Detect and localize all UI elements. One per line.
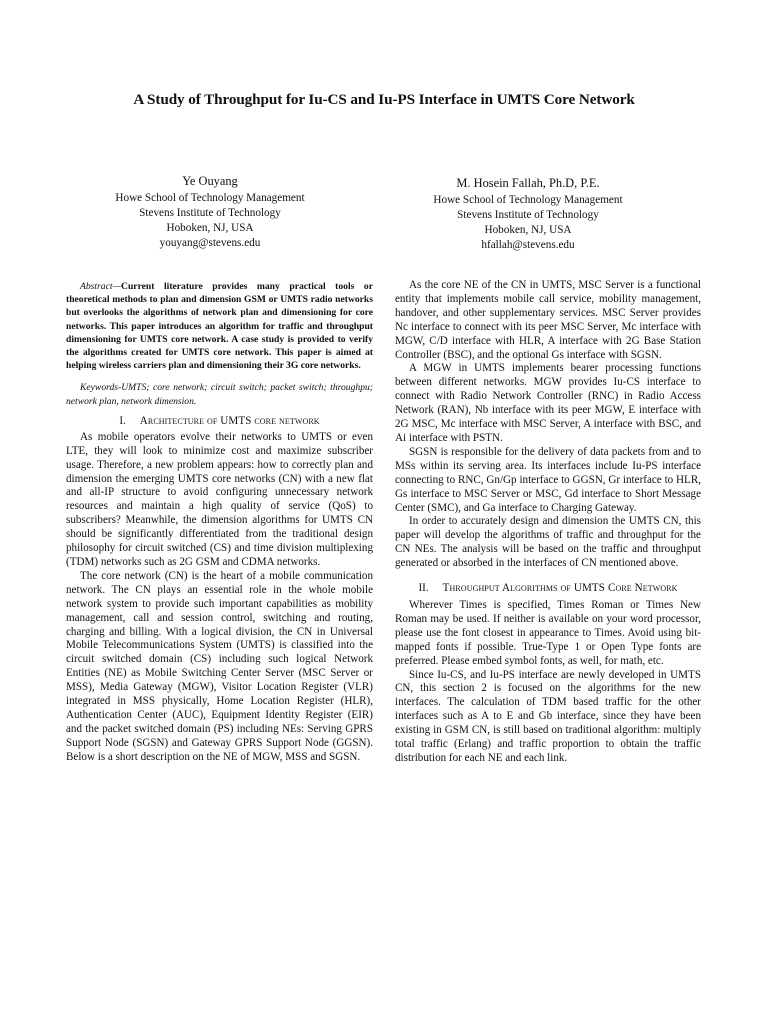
left-column xyxy=(66,280,373,765)
section-heading-2 xyxy=(395,581,701,595)
abstract-lead: Abstract— xyxy=(80,281,122,292)
author-name: M. Hosein Fallah, Ph.D, P.E. xyxy=(456,176,600,190)
author-affiliation: Howe School of Technology Management xyxy=(433,194,623,206)
paragraph: SGSN is responsible for the delivery of data packets from and to MSs within its serving area. Its interfaces include Iu-PS interface connecting to RNC, Gn/Gp interface to GGSN, Gr interface to HLR, Gs interface to MSC Server or MSC, Gd interface to Short Message Center (SMC), and Ga interface to Charging Gateway. xyxy=(395,445,701,514)
abstract-text: Current literature provides many practical tools or theoretical methods to plan and dimension GSM or UMTS radio networks but overlooks the algorithms of network plan and dimensioning for core networks. This paper introduces an algorithm for traffic and throughput dimensioning for UMTS core network. A case study is provided to verify the algorithms created for UMTS core network. This paper is aimed at helping wireless carriers plan and dimensioning their 3G core networks. xyxy=(66,281,373,372)
author-affiliation: Howe School of Technology Management xyxy=(115,192,305,204)
paragraph: A MGW in UMTS implements bearer processing functions between different networks. MGW provides Iu-CS interface to connect with Radio Network Controller (RNC) in Radio Access Network (RAN), Nb interface with its peer MGW, E interface with 2G MSC, Mc interface with MSC Server, A interface with BSC, and Ai interface with PSTN. xyxy=(395,362,701,444)
section-number: II. xyxy=(418,582,429,595)
author-institute: Stevens Institute of Technology xyxy=(139,207,281,219)
paragraph: As the core NE of the CN in UMTS, MSC Server is a functional entity that implements mobile call service, mobility management, handover, and other supplementary services. MSC Server provides Nc interface to connect with its peer MSC Server, Mc interface with MGW, C/D interface with HLR, A interface with 2G Base Station Controller (BSC), and the optional Gs interface with SGSN. xyxy=(395,279,701,361)
paragraph: Wherever Times is specified, Times Roman or Times New Roman may be used. If neither is available on your word processor, please use the font closest in appearance to Times. Avoid using bit-mapped fonts if possible. True-Type 1 or Open Type fonts are preferred. Please embed symbol fonts, as well, for math, etc. xyxy=(395,599,701,667)
right-column xyxy=(395,279,701,766)
section-title: Architecture of UMTS core network xyxy=(139,414,320,427)
section-title: Throughput Algorithms of UMTS Core Network xyxy=(442,582,678,595)
author-location: Hoboken, NJ, USA xyxy=(484,224,572,236)
author-block-1 xyxy=(60,174,360,251)
section-number: I. xyxy=(119,414,126,427)
section-heading-1 xyxy=(66,414,373,428)
author-email: hfallah@stevens.edu xyxy=(481,239,575,251)
abstract xyxy=(66,280,373,372)
author-name: Ye Ouyang xyxy=(182,174,238,188)
author-institute: Stevens Institute of Technology xyxy=(457,209,599,221)
paragraph: As mobile operators evolve their networks to UMTS or even LTE, they will look to minimize cost and maximize subscriber usage. Therefore, a new problem appears: how to correctly plan and dimension the emerging UMTS core networks (CN) with a new flat and all-IP structure to avoid configuring unnecessary network resources and maintain a high quality of service (QoS) to subscribers? Meanwhile, the dimension algorithms for UMTS CN should be significantly differentiated from the traditional design philosophy for circuit switched (CS) and time division multiplexing (TDM) networks such as 2G GSM and CDMA networks. xyxy=(66,430,373,568)
keywords: Keywords-UMTS; core network; circuit switch; packet switch; throughpu; network plan, network dimension. xyxy=(66,382,373,407)
author-email: youyang@stevens.edu xyxy=(159,237,261,249)
paragraph: In order to accurately design and dimension the UMTS CN, this paper will develop the algorithms of traffic and throughput for the CN NEs. The analysis will be based on the traffic and throughput generated or absorbed in the interfaces of CN mentioned above. xyxy=(395,515,701,570)
paper-title: A Study of Throughput for Iu-CS and Iu-PS Interface in UMTS Core Network xyxy=(133,91,635,108)
author-location: Hoboken, NJ, USA xyxy=(166,222,254,234)
paragraph: The core network (CN) is the heart of a mobile communication network. The CN plays an essential role in the whole mobile network system to provide such important capabilities as mobility management, call and session control, switching and routing, charging and billing. With a logical division, the CN in Universal Mobile Telecommunications System (UMTS) is classified into the circuit switched domain (CS) including such logical Network Entities (NE) as Mobile Switching Center Server (MSC Server or MSS), Media Gateway (MGW), Visitor Location Register (VLR) integrated in MSS physically, Home Location Register (HLR), Authentication Center (AUC), Equipment Identity Register (EIR) and the packet switched domain (PS) including NEs: Serving GPRS Support Node (SGSN) and Gateway GPRS Support Node (GGSN). Below is a short description on the NE of MGW, MSS and SGSN. xyxy=(66,569,373,763)
author-block-2 xyxy=(378,176,678,253)
paragraph: Since Iu-CS, and Iu-PS interface are newly developed in UMTS CN, this section 2 is focused on the algorithms for the new interfaces. The calculation of TDM based traffic for the other interfaces such as A to E and Gb interface, since they have been existing in GSM CN, is still based on traditional algorithm: multiply total traffic (Erlang) and traffic proportion to obtain the traffic distribution for each NE and each link. xyxy=(395,668,701,764)
